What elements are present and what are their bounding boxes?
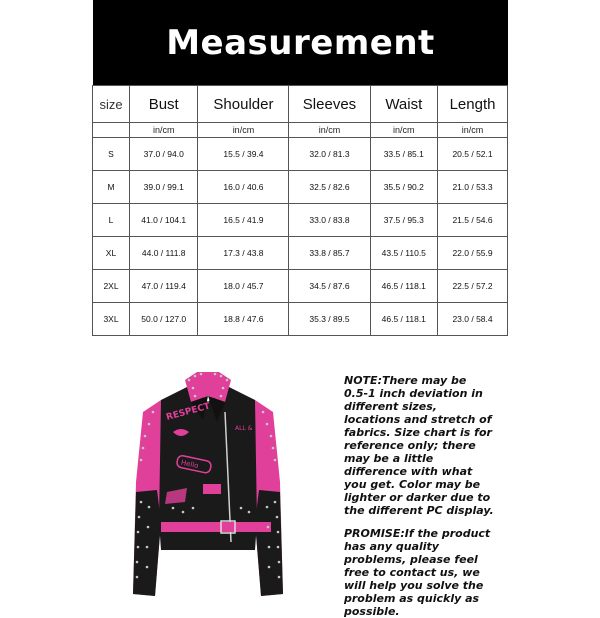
jacket-product-image — [133, 372, 283, 600]
table-cell: 20.5 / 52.1 — [438, 138, 508, 171]
promise-text: PROMISE:If the product has any quality problems, please feel free to contact us, we will help you solve the problem as quickly as possible. — [344, 527, 491, 618]
column-header: size — [93, 86, 130, 123]
size-cell: M — [93, 171, 130, 204]
table-row — [93, 138, 508, 171]
belt — [161, 522, 271, 532]
header-banner — [93, 0, 508, 85]
size-cell: XL — [93, 237, 130, 270]
unit-cell: in/cm — [130, 123, 198, 138]
table-cell: 35.5 / 90.2 — [370, 171, 438, 204]
patch-all: ALL & — [235, 425, 253, 432]
table-cell: 34.5 / 87.6 — [289, 270, 370, 303]
column-header: Bust — [130, 86, 198, 123]
table-cell: 22.0 / 55.9 — [438, 237, 508, 270]
unit-cell: in/cm — [198, 123, 289, 138]
size-cell: 3XL — [93, 303, 130, 336]
table-cell: 22.5 / 57.2 — [438, 270, 508, 303]
table-cell: 21.5 / 54.6 — [438, 204, 508, 237]
table-cell: 16.5 / 41.9 — [198, 204, 289, 237]
collar — [185, 372, 231, 402]
table-cell: 17.3 / 43.8 — [198, 237, 289, 270]
table-cell: 18.0 / 45.7 — [198, 270, 289, 303]
table-cell: 43.5 / 110.5 — [370, 237, 438, 270]
table-cell: 50.0 / 127.0 — [130, 303, 198, 336]
table-cell: 18.8 / 47.6 — [198, 303, 289, 336]
table-cell: 46.5 / 118.1 — [370, 270, 438, 303]
table-row — [93, 204, 508, 237]
unit-cell: in/cm — [370, 123, 438, 138]
table-cell: 32.0 / 81.3 — [289, 138, 370, 171]
table-cell: 33.5 / 85.1 — [370, 138, 438, 171]
unit-cell — [93, 123, 130, 138]
table-cell: 41.0 / 104.1 — [130, 204, 198, 237]
size-cell: L — [93, 204, 130, 237]
table-header-row — [93, 86, 508, 123]
table-row — [93, 237, 508, 270]
table-cell: 16.0 / 40.6 — [198, 171, 289, 204]
page-title: Measurement — [166, 22, 435, 63]
table-cell: 37.0 / 94.0 — [130, 138, 198, 171]
table-cell: 44.0 / 111.8 — [130, 237, 198, 270]
table-row — [93, 171, 508, 204]
table-cell: 39.0 / 99.1 — [130, 171, 198, 204]
table-cell: 32.5 / 82.6 — [289, 171, 370, 204]
unit-cell: in/cm — [289, 123, 370, 138]
table-row — [93, 270, 508, 303]
size-cell: 2XL — [93, 270, 130, 303]
table-cell: 33.8 / 85.7 — [289, 237, 370, 270]
table-cell: 15.5 / 39.4 — [198, 138, 289, 171]
patch-respect: RESPECT — [165, 401, 212, 423]
unit-cell: in/cm — [438, 123, 508, 138]
units-row — [93, 123, 508, 138]
note-text: NOTE:There may be 0.5-1 inch deviation in different sizes, locations and stretch of fabrics. Size chart is for reference only; there may be a little difference with what you get. Color may be lighter or darker due to the different PC display. — [344, 374, 494, 517]
column-header: Waist — [370, 86, 438, 123]
column-header: Shoulder — [198, 86, 289, 123]
table-cell: 47.0 / 119.4 — [130, 270, 198, 303]
size-chart-table — [92, 85, 508, 336]
table-cell: 23.0 / 58.4 — [438, 303, 508, 336]
size-cell: S — [93, 138, 130, 171]
table-cell: 33.0 / 83.8 — [289, 204, 370, 237]
table-row — [93, 303, 508, 336]
table-cell: 46.5 / 118.1 — [370, 303, 438, 336]
table-cell: 21.0 / 53.3 — [438, 171, 508, 204]
table-cell: 35.3 / 89.5 — [289, 303, 370, 336]
table-cell: 37.5 / 95.3 — [370, 204, 438, 237]
patch-hello: Hello — [180, 458, 200, 471]
column-header: Sleeves — [289, 86, 370, 123]
column-header: Length — [438, 86, 508, 123]
